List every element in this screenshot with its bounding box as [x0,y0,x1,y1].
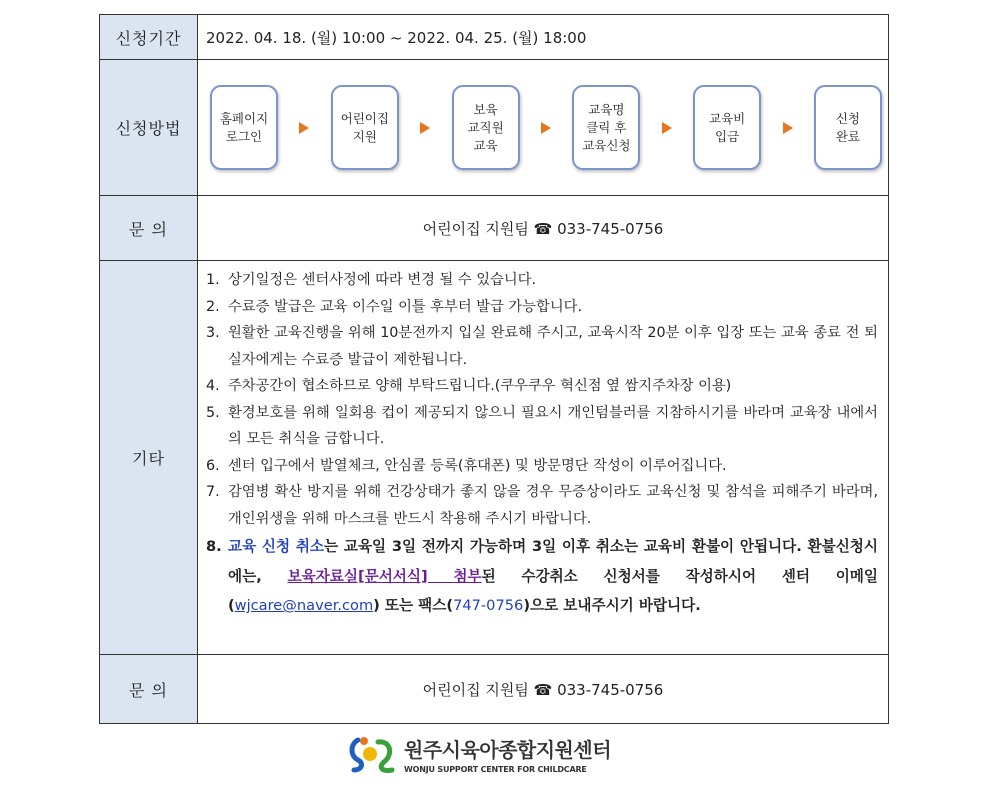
inquiry-label-bottom: 문 의 [100,655,198,724]
team-name: 어린이집 지원팀 [422,219,529,238]
arrow-right-icon [541,122,551,134]
note-item: 5. 환경보호를 위해 일회용 컵이 제공되지 않으니 필요시 개인텀블러를 지참하시기를 바라며 교육장 내에서의 모든 취식을 금합니다. [206,404,878,447]
phone-number: 033-745-0756 [557,219,664,238]
inquiry-value [198,196,889,261]
application-info-table [99,14,889,724]
center-logo-icon [348,732,398,776]
method-label: 신청방법 [100,60,198,196]
note-item-cancel: 8. 교육 신청 취소는 교육일 3일 전까지 가능하며 3일 이후 취소는 교육비 환불이 안됩니다. 환불신청시에는, 보육자료실[문서서식] 첨부된 수강취소 신청서를 작성하시어 센터 이메일(wjcare@naver.com) 또는 팩스(747-0756)으로 보내주시기 바랍니다. [206,538,879,614]
arrow-right-icon [420,122,430,134]
note-item: 4. 주차공간이 협소하므로 양해 부탁드립니다.(쿠우쿠우 혁신점 옆 쌈지주차장 이용) [206,378,732,394]
arrow-right-icon [662,122,672,134]
step-course-apply: 교육명 클릭 후 교육신청 [572,85,640,170]
resource-link[interactable]: 보육자료실[문서서식] 첨부 [287,567,482,585]
note-item: 2. 수료증 발급은 교육 이수일 이틀 후부터 발급 가능합니다. [206,298,583,315]
period-value: 2022. 04. 18. (월) 10:00 ~ 2022. 04. 25. (월) 18:00 [198,15,889,60]
inquiry-value-bottom [198,655,889,724]
period-label: 신청기간 [100,15,198,60]
inquiry-row-bottom [100,655,889,724]
phone-icon: ☎ [533,680,553,699]
notes-list-cell [198,261,889,655]
period-row [100,15,889,60]
center-name-en: WONJU SUPPORT CENTER FOR CHILDCARE [404,765,587,774]
note-item: 3. 원활한 교육진행을 위해 10분전까지 입실 완료해 주시고, 교육시작 20분 이후 입장 또는 교육 종료 전 퇴실자에게는 수료증 발급이 제한됩니다. [206,325,878,368]
cancel-highlight: 교육 신청 취소 [228,538,325,555]
notes-row [100,261,889,655]
email-link[interactable]: wjcare@naver.com [234,597,374,614]
team-name: 어린이집 지원팀 [422,680,529,699]
fax-number: 747-0756 [453,597,524,614]
step-fee-payment: 교육비 입금 [693,85,761,170]
step-complete: 신청 완료 [814,85,882,170]
center-name-ko: 원주시육아종합지원센터 [404,738,612,762]
step-daycare-support: 어린이집 지원 [331,85,399,170]
arrow-right-icon [299,122,309,134]
phone-number: 033-745-0756 [557,680,664,699]
notes-list [206,267,878,621]
note-item: 7. 감염병 확산 방지를 위해 건강상태가 좋지 않을 경우 무증상이라도 교육신청 및 참석을 피해주기 바라며, 개인위생을 위해 마스크를 반드시 착용해 주시기 바랍니다. [206,484,878,527]
inquiry-label: 문 의 [100,196,198,261]
note-item: 6. 센터 입구에서 발열체크, 안심콜 등록(휴대폰) 및 방문명단 작성이 이루어집니다. [206,457,727,474]
center-logo [348,729,611,779]
method-row [100,60,889,196]
step-homepage-login: 홈페이지 로그인 [210,85,278,170]
inquiry-row [100,196,889,261]
phone-icon: ☎ [533,219,553,238]
method-flow [198,60,889,196]
arrow-right-icon [783,122,793,134]
note-item: 1. 상기일정은 센터사정에 따라 변경 될 수 있습니다. [206,272,537,288]
notes-label: 기타 [100,261,198,655]
step-staff-education: 보육 교직원 교육 [452,85,520,170]
